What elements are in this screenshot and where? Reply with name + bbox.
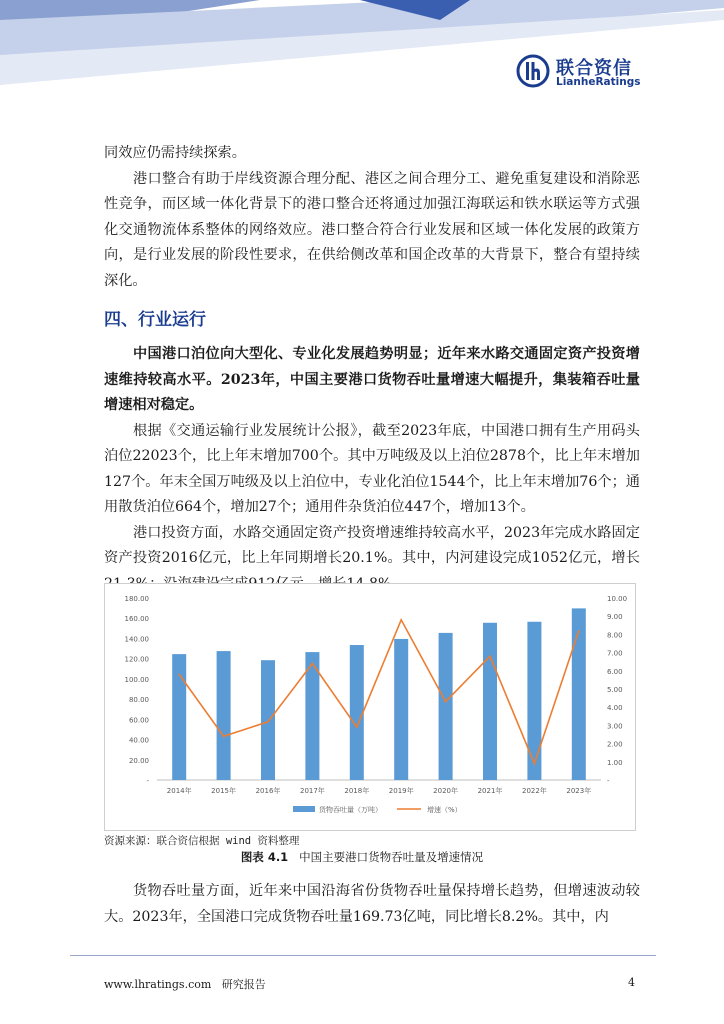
right-tick-label: 6.00	[607, 667, 623, 676]
company-logo	[516, 54, 646, 94]
x-tick-label: 2021年	[477, 787, 503, 795]
right-tick-label: 7.00	[607, 649, 623, 658]
legend-bar-swatch	[293, 806, 315, 812]
bar-2014年	[172, 654, 186, 780]
lianhe-logo-icon	[516, 54, 550, 88]
growth-point	[578, 630, 580, 632]
x-tick-label: 2019年	[388, 787, 414, 795]
bar-2018年	[350, 645, 364, 780]
chart-source: 资源来源：联合资信根据 wind 资料整理	[104, 835, 300, 847]
section-title: 四、行业运行	[104, 310, 206, 330]
logo-chinese-name: 联合资信	[556, 58, 632, 79]
right-tick-label: 4.00	[607, 704, 623, 713]
after-chart-content	[104, 879, 640, 930]
x-tick-label: 2016年	[255, 787, 281, 795]
page-number: 4	[628, 976, 635, 989]
right-tick-label: 2.00	[607, 740, 623, 749]
bar-2019年	[394, 639, 408, 780]
x-tick-label: 2015年	[211, 787, 237, 795]
bar-2016年	[261, 660, 275, 780]
section-summary: 中国港口泊位向大型化、专业化发展趋势明显；近年来水路交通固定资产投资增速维持较高水平。2023年，中国主要港口货物吞吐量增速大幅提升，集装箱吞吐量增速相对稳定。	[104, 346, 640, 413]
footer-left	[104, 976, 266, 992]
paragraph-investment: 港口投资方面，水路交通固定资产投资增速维持较高水平，2023年完成水路固定资产投资2016亿元，比上年同期增长20.1%。其中，内河建设完成1052亿元，增长	[104, 524, 640, 566]
left-tick-label: 100.00	[124, 675, 149, 684]
throughput-chart	[104, 583, 636, 831]
right-tick-label: 5.00	[607, 686, 623, 694]
growth-point	[489, 655, 491, 657]
right-tick-label: 1.00	[607, 758, 623, 767]
paragraph-port-integration: 港口整合有助于岸线资源合理分配、港区之间合理分工、避免重复建设和消除恶性竞争，而区域一体化背景下的港口整合还将通过加强江海联运和铁水联运等方式强化交通物流体系整体的网络效应。港口整合符合行业发展和区域一体化发展的政策方向，是行业发展的阶段性要求，在供给侧改革和国企改革的大背景下，整合有望持续深化。	[104, 170, 640, 289]
right-tick-label: -	[607, 777, 610, 785]
right-tick-label: 8.00	[607, 631, 623, 640]
left-tick-label: 140.00	[124, 635, 149, 644]
x-tick-label: 2023年	[566, 787, 592, 795]
left-tick-label: 20.00	[128, 756, 149, 765]
growth-point	[356, 726, 358, 728]
left-tick-label: 160.00	[124, 615, 149, 624]
chart-svg	[105, 584, 635, 830]
caption-text: 中国主要港口货物吞吐量及增速情况	[299, 850, 484, 864]
footer-website: www.lhratings.com	[104, 978, 212, 991]
growth-point	[312, 663, 314, 665]
main-content	[104, 141, 640, 597]
growth-point	[267, 721, 269, 723]
growth-point	[178, 674, 180, 676]
footer-divider	[70, 955, 656, 956]
paragraph-berths: 根据《交通运输行业发展统计公报》，截至2023年底，中国港口拥有生产用码头泊位22023个，比上年末增加700个。其中万吨级及以上泊位2878个，比上年末增加127个。年末全国万吨级及以上泊位中，专业化泊位1544个，比上年末增加76个；通用散货泊位664个，增加27个；通用件杂货泊位447个，增加13个。	[104, 422, 640, 515]
growth-point	[400, 619, 402, 621]
bar-2015年	[217, 651, 231, 780]
right-tick-label: 9.00	[607, 613, 623, 622]
chart-caption	[0, 849, 724, 865]
legend-bar-label: 货物吞吐量（万吨）	[319, 806, 382, 814]
right-tick-label: 3.00	[607, 722, 623, 731]
left-tick-label: 120.00	[124, 655, 149, 664]
left-tick-label: 80.00	[128, 696, 149, 705]
x-tick-label: 2014年	[166, 787, 192, 795]
bar-2021年	[483, 623, 497, 780]
x-tick-label: 2017年	[299, 787, 325, 795]
paragraph-continuation: 同效应仍需持续探索。	[104, 145, 246, 161]
footer-label: 研究报告	[221, 978, 266, 991]
left-tick-label: -	[146, 777, 149, 785]
bar-2022年	[527, 622, 541, 780]
left-tick-label: 60.00	[128, 716, 149, 725]
left-tick-label: 180.00	[124, 595, 149, 603]
bar-2023年	[572, 608, 586, 780]
paragraph-throughput: 货物吞吐量方面，近年来中国沿海省份货物吞吐量保持增长趋势，但增速波动较大。2023年，全国港口完成货物吞吐量169.73亿吨，同比增长8.2%。其中，内	[104, 883, 640, 925]
left-tick-label: 40.00	[128, 736, 149, 745]
caption-number: 图表 4.1	[240, 850, 289, 864]
x-tick-label: 2018年	[344, 787, 370, 795]
growth-point	[534, 763, 536, 765]
growth-point	[223, 736, 225, 738]
right-tick-label: 10.00	[607, 595, 628, 603]
growth-rate-line	[179, 620, 579, 764]
x-tick-label: 2022年	[521, 787, 547, 795]
logo-english-name: LianheRatings	[556, 76, 641, 88]
x-tick-label: 2020年	[433, 787, 459, 795]
bar-2020年	[439, 633, 453, 780]
growth-point	[445, 701, 447, 703]
legend-line-label: 增速（%）	[427, 806, 462, 814]
